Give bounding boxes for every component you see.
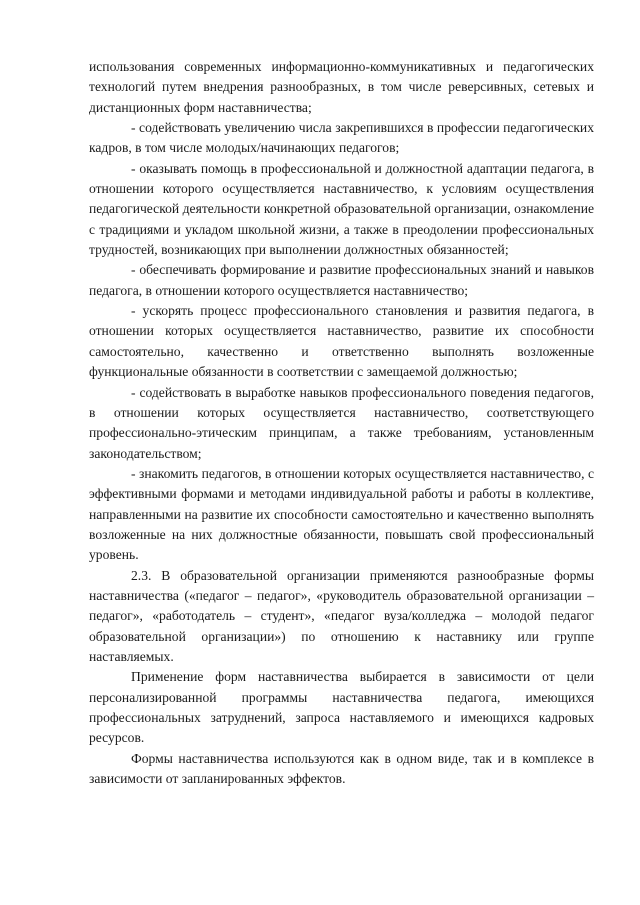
paragraph-6: - содействовать в выработке навыков профессионального поведения педагогов, в отношении которых осуществляется наставничество, соответствующего профессионально-этическим принципам, а также требованиям, установленным законодательством; — [89, 384, 594, 461]
paragraph-10: Формы наставничества используются как в одном виде, так и в комплексе в зависимости от запланированных эффектов. — [89, 750, 594, 787]
paragraph-5: - ускорять процесс профессионального становления и развития педагога, в отношении которых осуществляется наставничество, развитие их способности самостоятельно, качественно и ответственно выполнять возложенные функциональные обязанности в соответствии с замещаемой должностью; — [89, 303, 594, 380]
paragraph-8: 2.3. В образовательной организации применяются разнообразные формы наставничества («педагог – педагог», «руководитель образовательной организации – педагог», «работодатель – студент», «педагог вуза/колледжа – молодой педагог образовательной организации») по отношению к наставнику или группе наставляемых. — [89, 567, 594, 664]
paragraph-9: Применение форм наставничества выбирается в зависимости от цели персонализированной программы наставничества педагога, имеющихся профессиональных затруднений, запроса наставляемого и имеющихся кадровых ресурсов. — [89, 669, 594, 746]
paragraph-4: - обеспечивать формирование и развитие профессиональных знаний и навыков педагога, в отношении которого осуществляется наставничество; — [89, 262, 594, 298]
paragraph-3: - оказывать помощь в профессиональной и должностной адаптации педагога, в отношении которого осуществляется наставничество, к условиям осуществления педагогической деятельности конкретной образовательной организации, ознакомление с традициями и укладом школьной жизни, а также в преодолении профессиональных трудностей, возникающих при выполнении должностных обязанностей; — [89, 160, 594, 258]
paragraph-7: - знакомить педагогов, в отношении которых осуществляется наставничество, с эффективными формами и методами индивидуальной работы и работы в коллективе, направленными на развитие их способности самостоятельно и качественно выполнять возложенные на них должностные обязанности, повышать свой профессиональный уровень. — [89, 465, 594, 563]
paragraph-2: - содействовать увеличению числа закрепившихся в профессии педагогических кадров, в том числе молодых/начинающих педагогов; — [89, 120, 594, 156]
paragraph-1: использования современных информационно-коммуникативных и педагогических технологий путем внедрения разнообразных, в том числе реверсивных, сетевых и дистанционных форм наставничества; — [89, 59, 594, 115]
